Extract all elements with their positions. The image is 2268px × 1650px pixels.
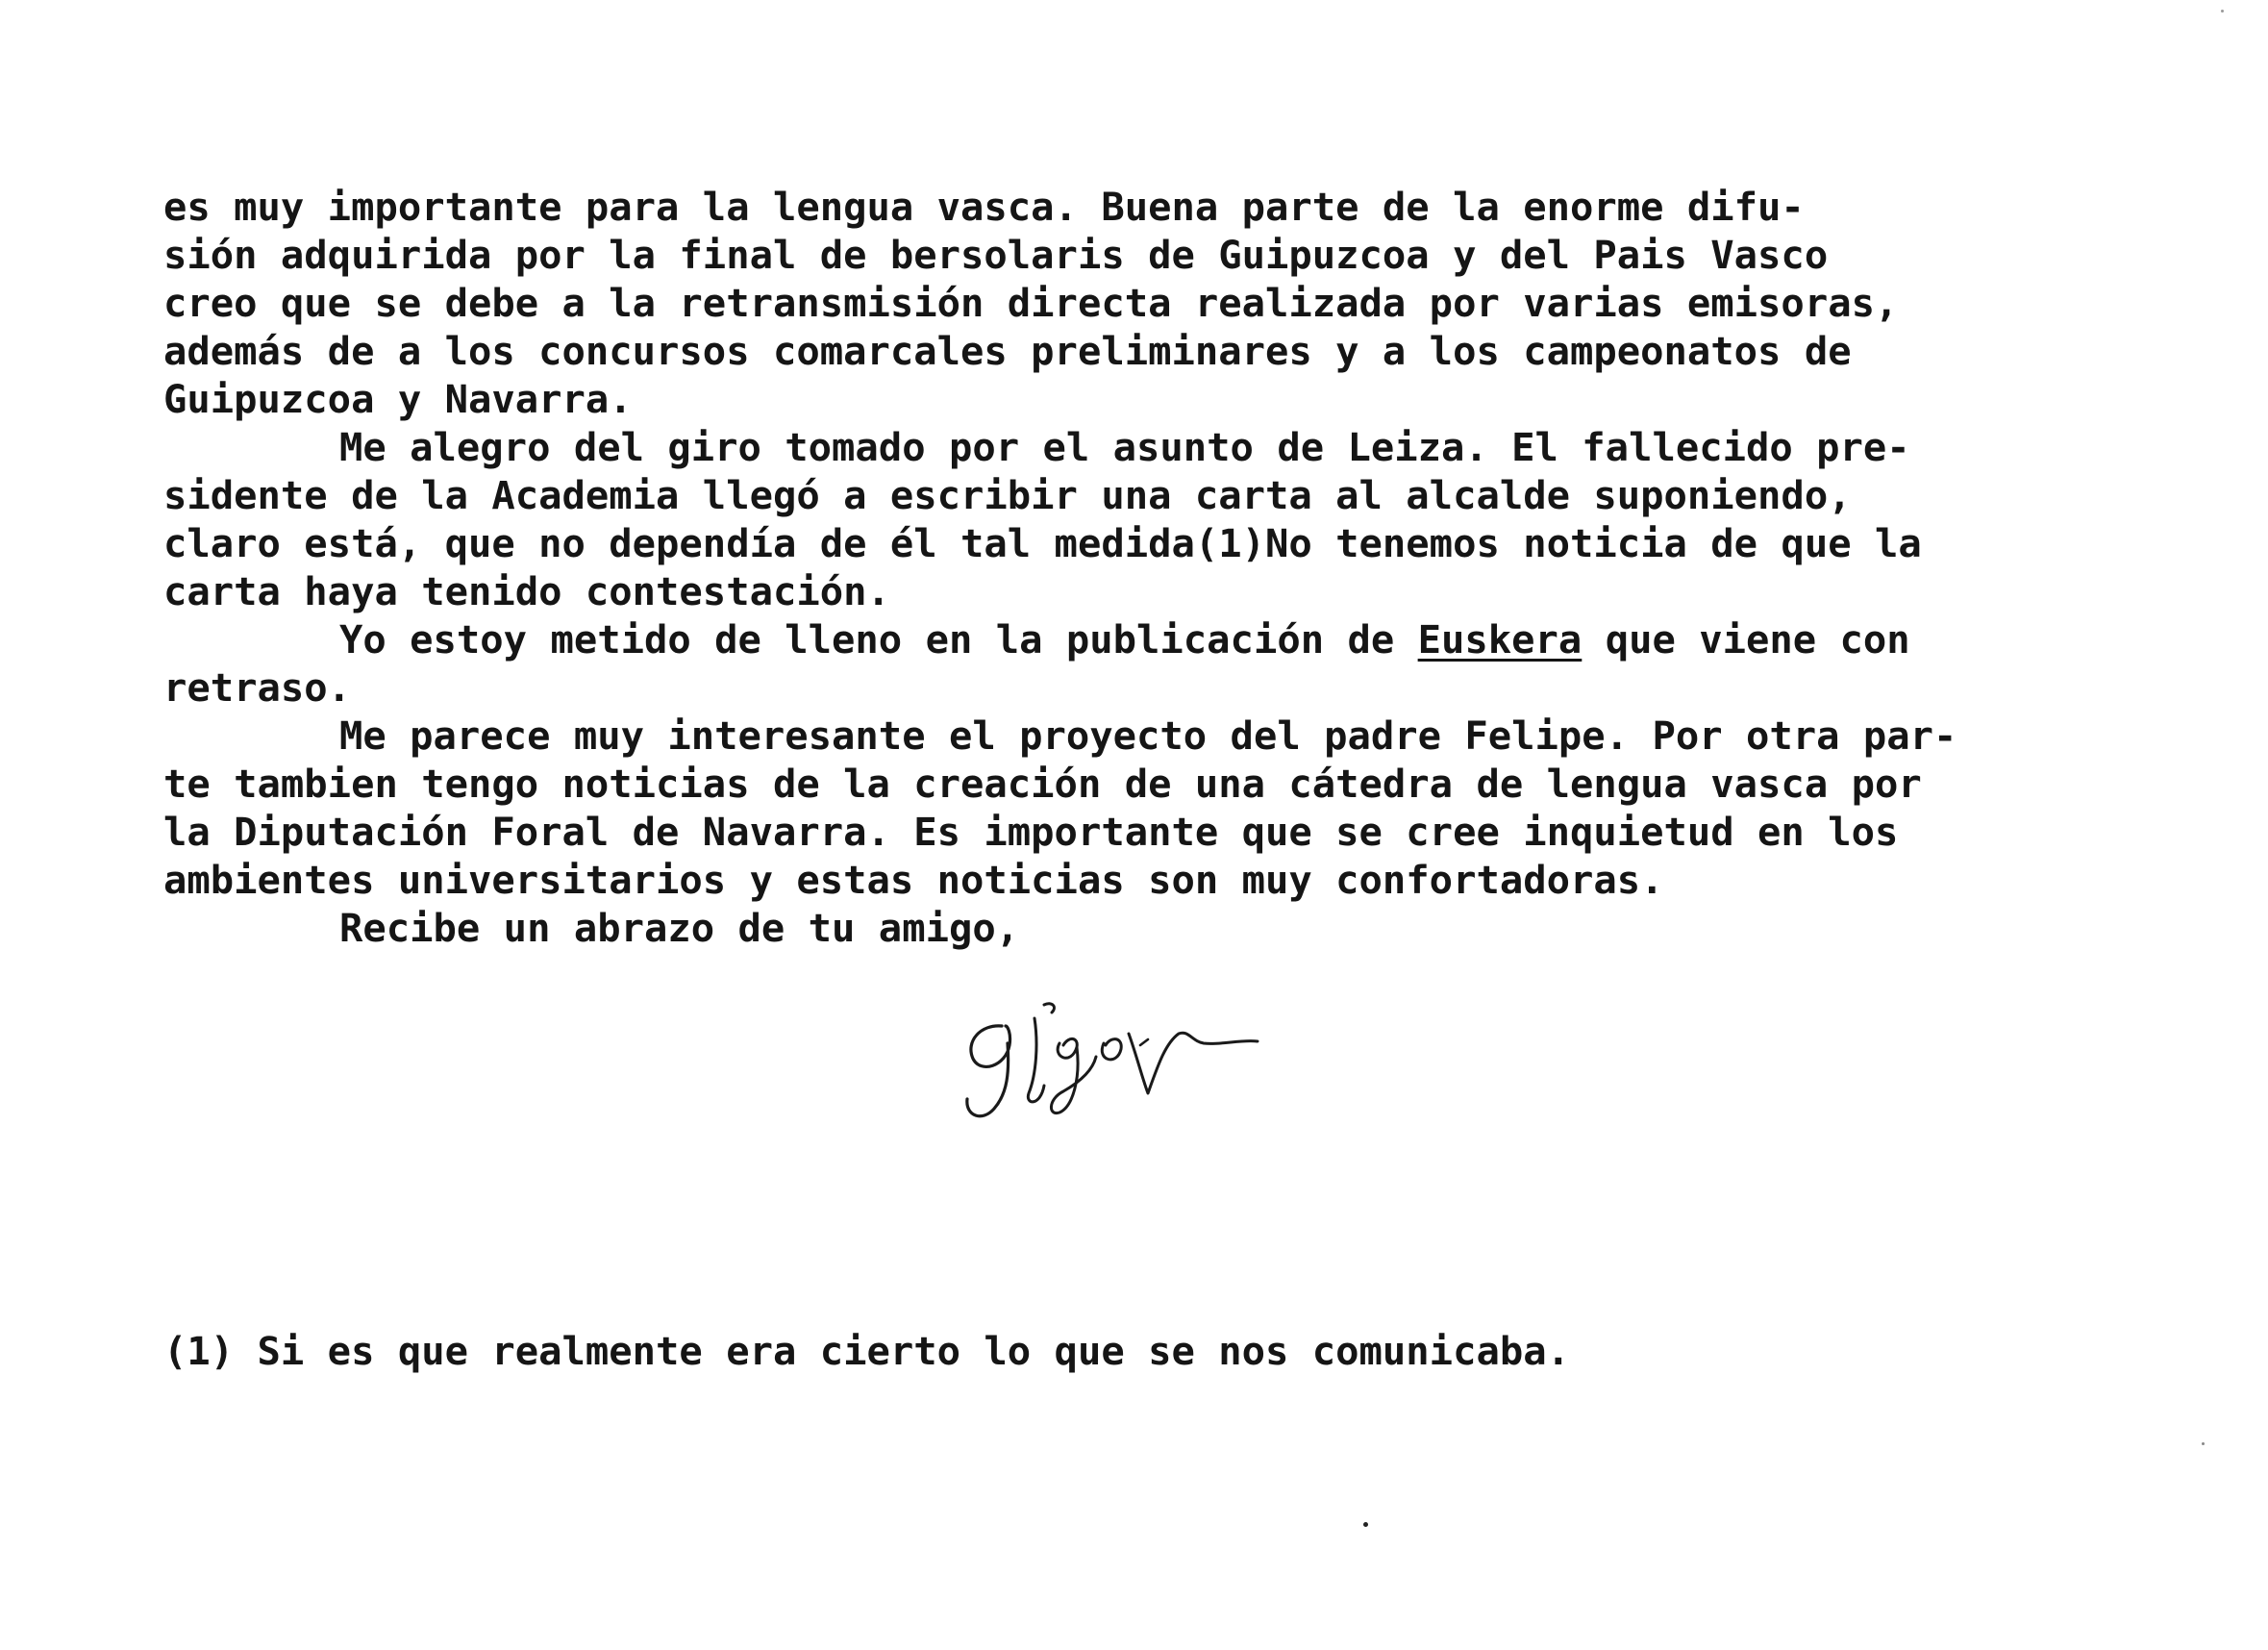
text-line: carta haya tenido contestación. [163,568,890,614]
text-line: además de a los concursos comarcales preliminares y a los campeonatos de [163,328,1852,374]
paper-speck [2221,10,2224,12]
underlined-title-euskera: Euskera [1417,616,1583,662]
paper-speck [2202,1442,2205,1445]
closing-line: Recibe un abrazo de tu amigo, [339,905,1020,951]
handwritten-signature [952,986,1279,1130]
letter-body [163,183,2106,952]
text-line: te tambien tengo noticias de la creación de una cátedra de lengua vasca por [163,761,1922,807]
paragraph-start-line: Me parece muy interesante el proyecto del padre Felipe. Por otra par- [339,712,1957,759]
text-fragment: que viene con [1582,616,1910,662]
text-line: claro está, que no dependía de él tal medida(1)No tenemos noticia de que la [163,520,1922,566]
text-line: ambientes universitarios y estas noticias son muy confortadoras. [163,857,1664,903]
text-line: Guipuzcoa y Navarra. [163,376,633,422]
text-line: sión adquirida por la final de bersolaris de Guipuzcoa y del Pais Vasco [163,232,1829,278]
footnote: (1) Si es que realmente era cierto lo que se nos comunicaba. [163,1328,1570,1374]
text-line: creo que se debe a la retransmisión directa realizada por varias emisoras, [163,280,1899,326]
text-line: la Diputación Foral de Navarra. Es importante que se cree inquietud en los [163,809,1899,855]
text-line: retraso. [163,664,352,711]
paragraph-start-line [163,615,2106,663]
text-line: es muy importante para la lengua vasca. Buena parte de la enorme difu- [163,184,1805,230]
text-fragment: Yo estoy metido de lleno en la publicación de [339,616,1418,662]
text-line: sidente de la Academia llegó a escribir una carta al alcalde suponiendo, [163,472,1852,518]
paragraph-start-line: Me alegro del giro tomado por el asunto de Leiza. El fallecido pre- [339,424,1910,470]
paper-speck [1363,1522,1368,1527]
